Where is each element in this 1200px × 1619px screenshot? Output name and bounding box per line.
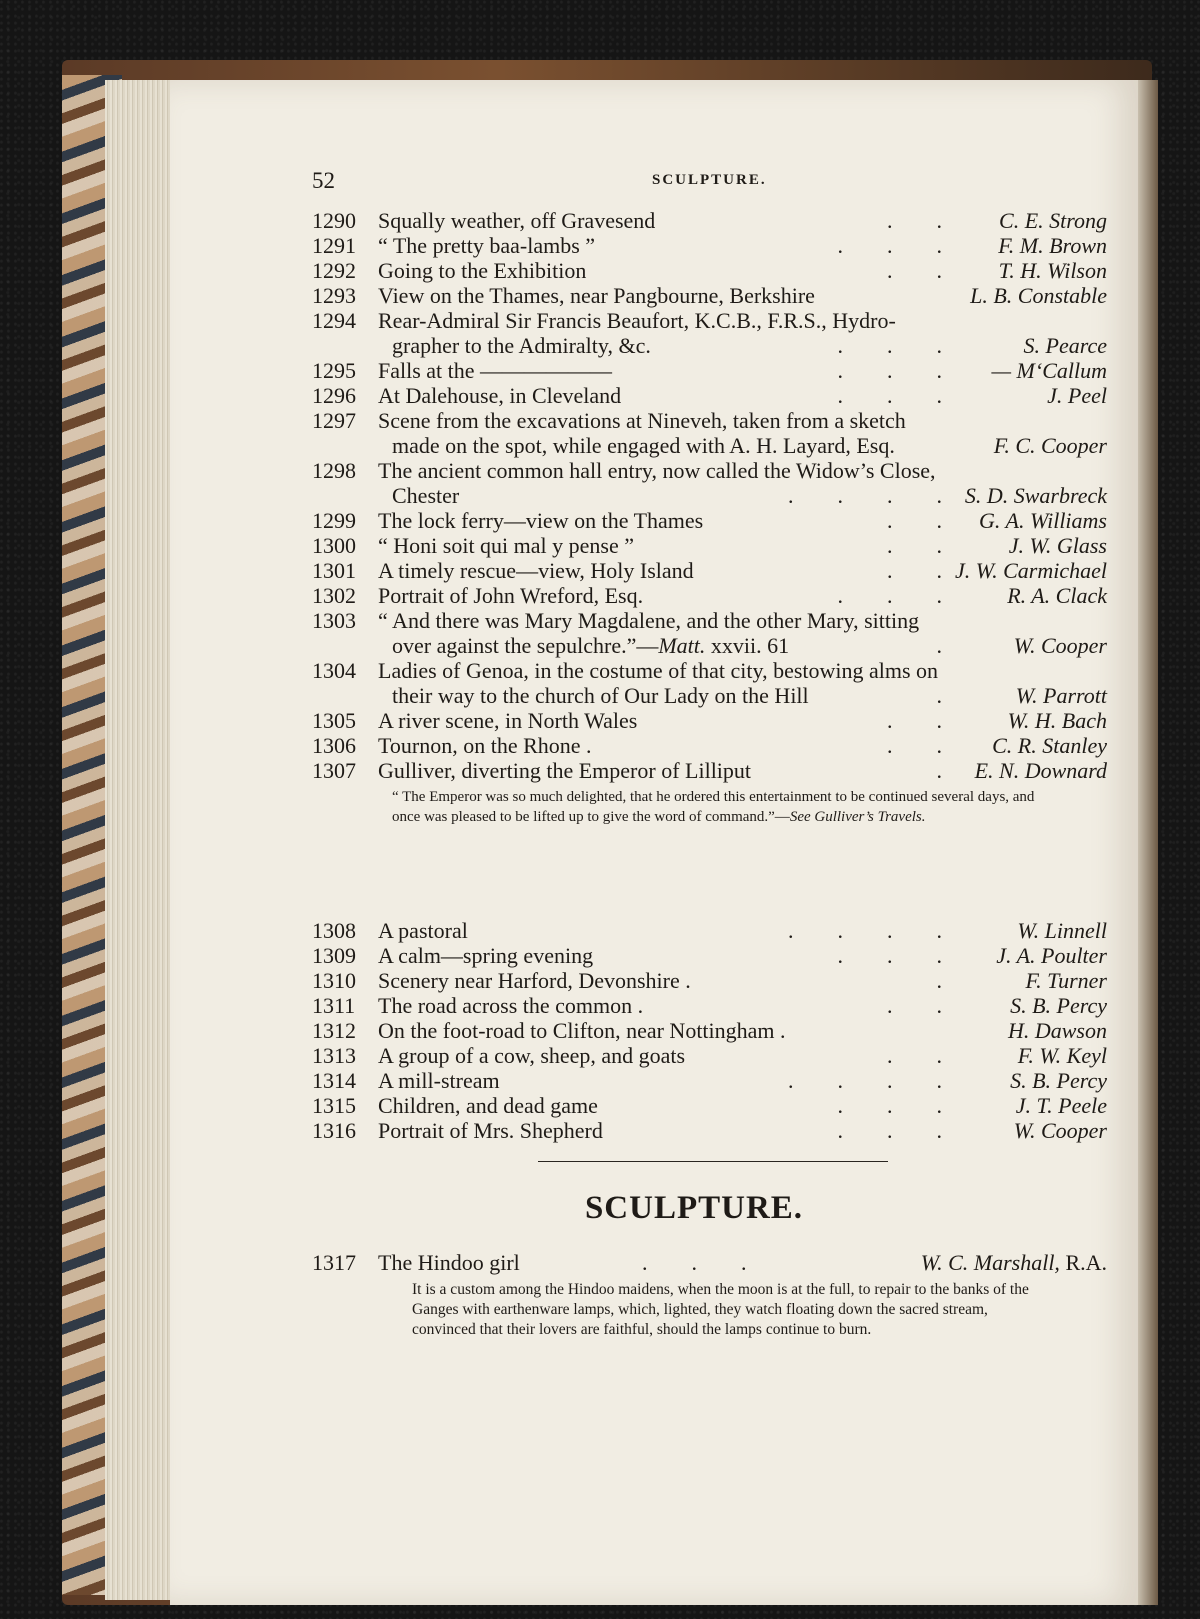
leader-dots: . . .	[837, 383, 942, 408]
entry-number: 1313	[312, 1043, 356, 1068]
catalogue-entry	[312, 458, 1107, 508]
entry-title: Scene from the excavations at Nineveh, taken from a sketch	[378, 408, 906, 433]
catalogue-entry	[312, 968, 1107, 993]
leader-dots: .	[936, 758, 942, 783]
entry-number: 1299	[312, 508, 356, 533]
entry-title: Children, and dead game	[378, 1093, 598, 1118]
leader-dots: . . .	[837, 333, 942, 358]
entry-title: At Dalehouse, in Cleveland	[378, 383, 622, 408]
note-source: See Gulliver’s Travels.	[789, 809, 926, 825]
catalogue-entry	[312, 658, 1107, 708]
gutter-shadow	[1138, 80, 1158, 1605]
entry-artist: F. Turner	[1025, 968, 1107, 993]
leader-dots: . .	[887, 208, 942, 233]
catalogue-entry	[312, 608, 1107, 658]
catalogue-entry	[312, 993, 1107, 1018]
entry-artist: W. Cooper	[1013, 1118, 1107, 1143]
leader-dots: . .	[887, 558, 942, 583]
entry-number: 1315	[312, 1093, 356, 1118]
entry-title: A timely rescue—view, Holy Island	[378, 558, 694, 583]
catalogue-entry	[312, 708, 1107, 733]
entry-number: 1305	[312, 708, 356, 733]
entry-number: 1290	[312, 208, 356, 233]
running-head-title: SCULPTURE.	[652, 172, 767, 188]
entry-number: 1302	[312, 583, 356, 608]
title-text: over against the sepulchre.”—	[392, 633, 659, 658]
catalogue-entry	[312, 1043, 1107, 1068]
artist-suffix: R.A.	[1059, 1250, 1107, 1275]
leader-dots: . . .	[837, 943, 942, 968]
entry-artist: W. H. Bach	[1007, 708, 1107, 733]
entry-number: 1301	[312, 558, 356, 583]
catalogue-entry	[312, 583, 1107, 608]
entry-artist: F. M. Brown	[998, 233, 1107, 258]
leader-dots: . .	[887, 508, 942, 533]
entry-number: 1314	[312, 1068, 356, 1093]
entry-title: “ The pretty baa-lambs ”	[378, 233, 596, 258]
catalogue-entry	[312, 1093, 1107, 1118]
entry-number: 1294	[312, 308, 356, 333]
entry-artist: S. B. Percy	[1010, 993, 1107, 1018]
entry-number: 1291	[312, 233, 356, 258]
sculpture-entry	[312, 1250, 1107, 1275]
scripture-verse: xxvii. 61	[705, 633, 790, 658]
catalogue-entry	[312, 1118, 1107, 1143]
catalogue-entry	[312, 258, 1107, 283]
section-divider	[538, 1161, 888, 1162]
entry-number: 1303	[312, 608, 356, 633]
catalogue-entry	[312, 558, 1107, 583]
entry-artist: F. W. Keyl	[1017, 1043, 1107, 1068]
sculpture-note: It is a custom among the Hindoo maidens, when the moon is at the full, to repair to the banks of the Ganges with earthenware lamps, which, lighted, they watch floating down the sacred stream, convinced that their lovers are faithful, should the lamps continue to burn.	[412, 1281, 1029, 1338]
entry-title: Ladies of Genoa, in the costume of that city, bestowing alms on	[378, 658, 939, 683]
leader-dots: . . .	[837, 1093, 942, 1118]
entry-number: 1310	[312, 968, 356, 993]
entry-artist: R. A. Clack	[1007, 583, 1107, 608]
entry-number: 1296	[312, 383, 356, 408]
catalogue-entry	[312, 943, 1107, 968]
catalogue-entry	[312, 1068, 1107, 1093]
entry-title-continued	[392, 333, 651, 358]
entry-title-continued	[392, 683, 809, 708]
entry-title: Gulliver, diverting the Emperor of Lilliput	[378, 758, 752, 783]
catalogue-entry	[312, 308, 1107, 358]
entry-number: 1297	[312, 408, 356, 433]
title-text: grapher to the Admiralty, &c.	[392, 333, 651, 358]
entry-artist: S. D. Swarbreck	[964, 483, 1107, 508]
entry-title: “ And there was Mary Magdalene, and the other Mary, sitting	[378, 608, 920, 633]
note-text: “ The Emperor was so much delighted, that he ordered this entertainment to be continued several days, and once was pleased to be lifted up to give the word of command.”—	[392, 789, 1035, 825]
entry-title: A pastoral	[378, 918, 468, 943]
entry-number: 1298	[312, 458, 356, 483]
page-number: 52	[312, 168, 335, 193]
entry-title: Tournon, on the Rhone .	[378, 733, 592, 758]
entry-number: 1311	[312, 993, 356, 1018]
leader-dots: . .	[887, 993, 942, 1018]
entry-number: 1293	[312, 283, 356, 308]
entry-title: Falls at the ——————	[378, 358, 613, 383]
book-page	[170, 80, 1138, 1605]
leader-dots: . . . .	[788, 1068, 942, 1093]
leader-dots: . . .	[837, 233, 942, 258]
entry-number: 1295	[312, 358, 356, 383]
entry-title: On the foot-road to Clifton, near Nottingham .	[378, 1018, 786, 1043]
leader-dots: .	[936, 968, 942, 993]
running-head	[312, 168, 1110, 198]
entry-artist: E. N. Downard	[974, 758, 1107, 783]
entry-title-continued	[392, 433, 895, 458]
title-text: made on the spot, while engaged with A. H. Layard, Esq.	[392, 433, 895, 458]
entry-artist: S. Pearce	[1023, 333, 1107, 358]
entry-artist: W. Linnell	[1017, 918, 1107, 943]
entry-title: The road across the common .	[378, 993, 644, 1018]
entry-title: Portrait of John Wreford, Esq.	[378, 583, 644, 608]
catalogue-entry	[312, 283, 1107, 308]
entry-number: 1292	[312, 258, 356, 283]
entry-artist: S. B. Percy	[1010, 1068, 1107, 1093]
catalogue-entry	[312, 533, 1107, 558]
scripture-reference: Matt.	[658, 633, 706, 658]
entry-title: Portrait of Mrs. Shepherd	[378, 1118, 603, 1143]
catalogue-entry	[312, 733, 1107, 758]
entry-artist: J. W. Glass	[1008, 533, 1107, 558]
entry-artist: H. Dawson	[1007, 1018, 1107, 1043]
leader-dots: . .	[887, 533, 942, 558]
catalogue-entry	[312, 408, 1107, 458]
catalogue-entry	[312, 758, 1107, 783]
artist-name: W. C. Marshall,	[920, 1250, 1060, 1275]
catalogue-entry	[312, 918, 1107, 943]
entry-artist: G. A. Williams	[979, 508, 1107, 533]
entry-title-continued	[392, 633, 789, 658]
entry-artist: T. H. Wilson	[998, 258, 1107, 283]
leader-dots: . . .	[837, 358, 942, 383]
entry-title: The ancient common hall entry, now called the Widow’s Close,	[378, 458, 936, 483]
entry-number: 1308	[312, 918, 356, 943]
entry-artist	[921, 1250, 1107, 1275]
catalogue-entry	[312, 1018, 1107, 1043]
entry-number: 1317	[312, 1250, 356, 1275]
page-edges	[105, 80, 175, 1600]
catalogue-entry	[312, 208, 1107, 233]
leader-dots: . . .	[837, 1118, 942, 1143]
entry-title: The Hindoo girl	[378, 1250, 520, 1275]
entry-number: 1300	[312, 533, 356, 558]
catalogue-entry	[312, 508, 1107, 533]
entry-title: A river scene, in North Wales	[378, 708, 638, 733]
catalogue-entry	[312, 233, 1107, 258]
entry-artist: W. Parrott	[1015, 683, 1107, 708]
entry-title: Going to the Exhibition	[378, 258, 587, 283]
entry-note	[392, 783, 1052, 841]
entry-number: 1309	[312, 943, 356, 968]
entry-title: A calm—spring evening	[378, 943, 594, 968]
entry-artist: — M‘Callum	[991, 358, 1107, 383]
entry-number: 1312	[312, 1018, 356, 1043]
catalogue-entries-continued	[312, 918, 1107, 1143]
title-text: their way to the church of Our Lady on the Hill	[392, 683, 809, 708]
entry-title-continued	[392, 483, 459, 508]
page-content	[170, 80, 1138, 1605]
entry-title: View on the Thames, near Pangbourne, Berkshire	[378, 283, 815, 308]
entry-artist: J. T. Peele	[1015, 1093, 1107, 1118]
entry-title: The lock ferry—view on the Thames	[378, 508, 704, 533]
leader-dots: . . . .	[788, 918, 942, 943]
leader-dots: . .	[887, 1043, 942, 1068]
leader-dots: . . . .	[788, 483, 942, 508]
catalogue-entry	[312, 383, 1107, 408]
entry-title: Rear-Admiral Sir Francis Beaufort, K.C.B., F.R.S., Hydro-	[378, 308, 896, 333]
leader-dots: . . .	[642, 1250, 747, 1275]
entry-number: 1307	[312, 758, 356, 783]
entry-artist: C. E. Strong	[999, 208, 1107, 233]
entry-artist: J. Peel	[1047, 383, 1107, 408]
entry-artist: J. A. Poulter	[996, 943, 1107, 968]
entry-title: Scenery near Harford, Devonshire .	[378, 968, 691, 993]
entry-number: 1316	[312, 1118, 356, 1143]
entry-artist: L. B. Constable	[970, 283, 1107, 308]
entry-artist: C. R. Stanley	[992, 733, 1107, 758]
entry-artist: W. Cooper	[1013, 633, 1107, 658]
entry-title: “ Honi soit qui mal y pense ”	[378, 533, 635, 558]
entry-number: 1306	[312, 733, 356, 758]
section-heading: SCULPTURE.	[584, 1190, 804, 1226]
entry-title: A group of a cow, sheep, and goats	[378, 1043, 686, 1068]
entry-title: Squally weather, off Gravesend	[378, 208, 656, 233]
leader-dots: . .	[887, 708, 942, 733]
entry-artist: F. C. Cooper	[993, 433, 1107, 458]
entry-title: A mill-stream	[378, 1068, 500, 1093]
leader-dots: . . .	[837, 583, 942, 608]
leader-dots: .	[936, 633, 942, 658]
entry-artist: J. W. Carmichael	[955, 558, 1107, 583]
title-text: Chester	[392, 483, 460, 508]
catalogue-entries	[312, 208, 1107, 841]
leader-dots: .	[936, 683, 942, 708]
leader-dots: . .	[887, 258, 942, 283]
leader-dots: . .	[887, 733, 942, 758]
catalogue-entry	[312, 358, 1107, 383]
entry-number: 1304	[312, 658, 356, 683]
